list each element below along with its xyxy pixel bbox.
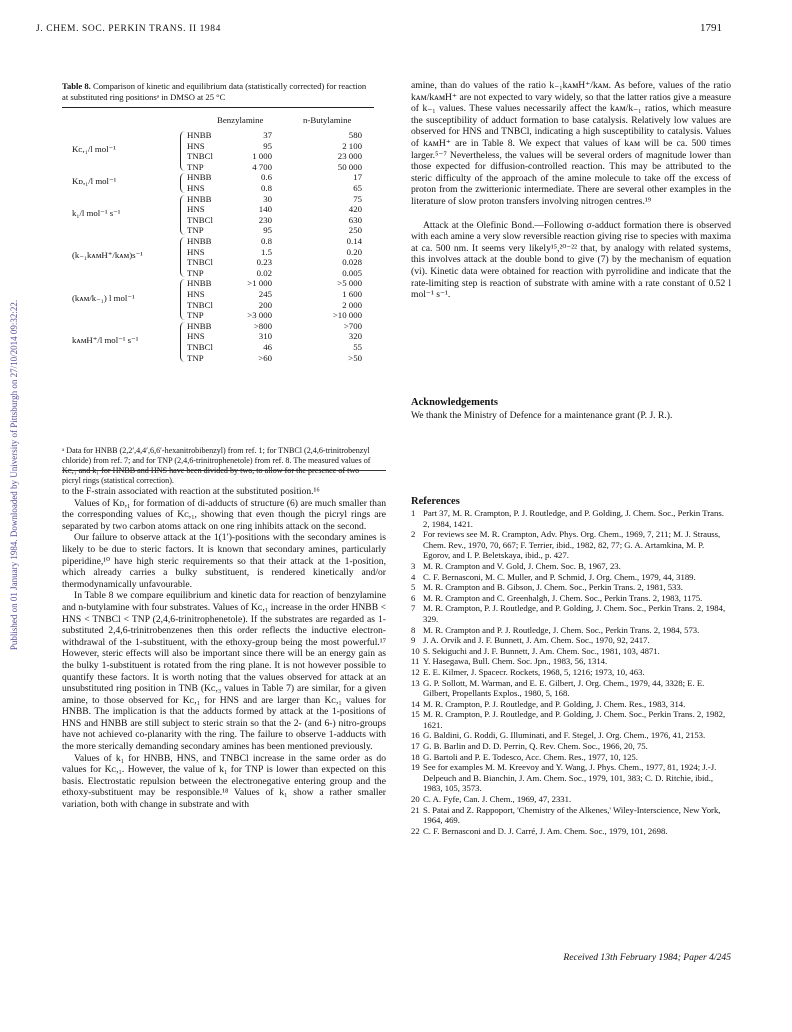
reference-text: M. R. Crampton and P. J. Routledge, J. Chem. Soc., Perkin Trans. 2, 1984, 573. bbox=[423, 624, 700, 635]
reference-text: G. Bartoli and P. E. Todesco, Acc. Chem. Res., 1977, 10, 125. bbox=[423, 751, 638, 762]
received-date: Received 13th February 1984; Paper 4/245 bbox=[563, 952, 731, 963]
right-column-text bbox=[411, 80, 731, 301]
reference-item bbox=[411, 667, 727, 678]
table-cell-value: 310 bbox=[258, 331, 272, 342]
table-cell-value: 245 bbox=[258, 289, 272, 299]
reference-item bbox=[411, 826, 727, 837]
reference-number: 15 bbox=[411, 709, 420, 720]
table-cell-value: 0.8 bbox=[261, 236, 272, 246]
body-paragraph: Our failure to observe attack at the 1(1′)-positions with the secondary amines is likely to be due to steric factors. It is known that secondary amines, particularly piperidine,¹⁰ have high steric requirements so that their attack at the 1-position, which already carries a bulky substituent, is rendered kinetically and/or thermodynamically unfavourable. bbox=[62, 532, 386, 590]
body-paragraph: Values of Kᴅ,₁ for formation of di-adducts of structure (6) are much smaller than the corresponding values of Kᴄ,₁, showing that even though the picryl rings are separated by two carbon atoms attack on one ring inhibits attack on the second. bbox=[62, 497, 386, 532]
references-list bbox=[411, 508, 727, 836]
column-divider-rule bbox=[62, 470, 386, 471]
references-heading: References bbox=[411, 496, 460, 507]
table-cell-value: 0.20 bbox=[346, 246, 362, 257]
table-group-brace bbox=[180, 279, 186, 319]
reference-number: 2 bbox=[411, 529, 416, 540]
table-cell-substrate: HNBB bbox=[187, 320, 212, 331]
table-cell-value: 420 bbox=[348, 204, 362, 215]
reference-number: 1 bbox=[411, 508, 416, 518]
table-cell-value: >3 000 bbox=[247, 310, 272, 321]
reference-number: 5 bbox=[411, 582, 416, 593]
table-group-brace bbox=[180, 237, 186, 277]
reference-number: 20 bbox=[411, 794, 420, 805]
reference-text: C. F. Bernasconi and D. J. Carré, J. Am. Chem. Soc., 1979, 101, 2698. bbox=[423, 825, 668, 836]
table-cell-substrate: HNBB bbox=[187, 130, 212, 140]
table-cell-substrate: HNS bbox=[187, 183, 205, 193]
reference-item bbox=[411, 730, 727, 741]
table-cell-value: 200 bbox=[258, 299, 272, 310]
table-col-butylamine: n-Butylamine bbox=[303, 115, 352, 125]
reference-number: 10 bbox=[411, 645, 420, 656]
table-cell-substrate: TNBCl bbox=[187, 299, 213, 310]
reference-item bbox=[411, 709, 727, 730]
reference-number: 9 bbox=[411, 635, 416, 646]
reference-number: 7 bbox=[411, 603, 416, 614]
reference-item bbox=[411, 762, 727, 794]
reference-text: See for examples M. M. Kreevoy and Y. Wang, J. Phys. Chem., 1977, 81, 1924; J.-J. Delpeuch and B. Bianchin, J. Am. Chem. Soc., 1979, 101, 383; C. D. Ritchie, ibid., 1983, 105, 3573. bbox=[423, 762, 717, 794]
table-cell-substrate: TNBCl bbox=[187, 151, 213, 162]
table-caption-label: Table 8. bbox=[62, 81, 91, 91]
table-cell-value: >50 bbox=[348, 352, 362, 363]
table-group-brace bbox=[180, 131, 186, 171]
table-cell-substrate: TNP bbox=[187, 225, 204, 236]
table-cell-value: 55 bbox=[353, 342, 362, 352]
table-cell-substrate: TNBCl bbox=[187, 342, 213, 352]
reference-text: M. R. Crampton and C. Greenhalgh, J. Chem. Soc., Perkin Trans. 2, 1983, 1175. bbox=[423, 592, 703, 603]
table-cell-value: 95 bbox=[263, 225, 272, 236]
table-cell-substrate: HNBB bbox=[187, 236, 212, 246]
table-cell-value: >60 bbox=[258, 352, 272, 363]
table-col-benzylamine: Benzylamine bbox=[217, 115, 264, 125]
table-cell-substrate: HNBB bbox=[187, 193, 212, 204]
reference-number: 21 bbox=[411, 804, 420, 815]
table-cell-value: 65 bbox=[353, 183, 362, 193]
body-paragraph: amine, than do values of the ratio k₋₁kᴀᴍH⁺/kᴀᴍ. As before, values of the ratio kᴀᴍ/kᴀᴍH⁺ are not expected to vary widely, so that the latter ratios give a measure of k₋₁ values. These values necessarily affect the kᴀᴍ/k₋₁ ratios, which measure the susceptibility of adduct formation to base catalysis. Relatively low values are observed for HNS and TNBCl, indicating a high susceptibility to catalysis. Values of kᴀᴍH⁺ are in Table 8. We expect that values of kᴀᴍ will be ca. 500 times larger.⁵⁻⁷ Nevertheless, the values will be several orders of magnitude lower than those expected for diffusion-controlled reaction. This may be attributed to the steric difficulty of the approach of the amine molecule to take off the excess of proton from the zwitterionic intermediate. There are several other examples in the literature of slow proton transfers involving nitrogen centres.¹⁹ bbox=[411, 80, 731, 207]
page-number: 1791 bbox=[700, 22, 722, 34]
table-cell-value: 75 bbox=[353, 193, 362, 204]
reference-text: G. P. Sollott, M. Warman, and E. E. Gilbert, J. Org. Chem., 1979, 44, 3328; E. E. Gilbert, Propellants Explos., 1980, 5, 168. bbox=[423, 677, 705, 699]
reference-number: 12 bbox=[411, 666, 420, 677]
reference-number: 16 bbox=[411, 730, 420, 741]
table-top-rule bbox=[62, 107, 374, 108]
reference-item bbox=[411, 582, 727, 593]
table-cell-value: 0.02 bbox=[256, 267, 272, 278]
table-group-label: k₁/l mol⁻¹ s⁻¹ bbox=[72, 207, 121, 218]
reference-text: M. R. Crampton and V. Gold, J. Chem. Soc. B, 1967, 23. bbox=[423, 560, 621, 571]
table-cell-value: 50 000 bbox=[337, 161, 362, 172]
table-group-label: (kᴀᴍ/k₋₁) l mol⁻¹ bbox=[72, 292, 135, 303]
body-paragraph: to the F-strain associated with reaction at the substituted position.¹⁶ bbox=[62, 486, 320, 497]
table-cell-value: 2 100 bbox=[342, 140, 362, 151]
reference-text: J. A. Orvik and J. F. Bunnett, J. Am. Chem. Soc., 1970, 92, 2417. bbox=[423, 635, 650, 646]
table-group-label: Kᴅ,₁/l mol⁻¹ bbox=[72, 176, 117, 186]
table-group-label: kᴀᴍH⁺/l mol⁻¹ s⁻¹ bbox=[72, 335, 139, 345]
table-cell-value: 320 bbox=[348, 331, 362, 342]
reference-item bbox=[411, 794, 727, 805]
table-cell-substrate: TNP bbox=[187, 161, 204, 172]
reference-item bbox=[411, 508, 727, 529]
table-cell-value: 140 bbox=[258, 204, 272, 215]
reference-item bbox=[411, 572, 727, 583]
reference-item bbox=[411, 603, 727, 624]
table-cell-value: 46 bbox=[263, 342, 272, 352]
reference-item bbox=[411, 593, 727, 604]
reference-text: M. R. Crampton, P. J. Routledge, and P. Golding, J. Chem. Soc., Perkin Trans. 2, 1984, 329. bbox=[423, 603, 726, 624]
reference-number: 13 bbox=[411, 677, 420, 688]
table-cell-substrate: TNP bbox=[187, 310, 204, 321]
running-header: J. CHEM. SOC. PERKIN TRANS. II 1984 bbox=[36, 24, 221, 34]
table-body bbox=[62, 130, 374, 440]
reference-text: M. R. Crampton, P. J. Routledge, and P. Golding, J. Chem. Res., 1983, 314. bbox=[423, 698, 686, 709]
table-cell-value: 230 bbox=[258, 214, 272, 225]
table-cell-substrate: TNP bbox=[187, 352, 204, 363]
reference-text: E. E. Kilmer, J. Spacecr. Rockets, 1968, 5, 1216; 1973, 10, 463. bbox=[423, 666, 645, 677]
table-cell-value: 1 000 bbox=[252, 151, 272, 162]
reference-number: 14 bbox=[411, 698, 420, 709]
table-caption-text: Comparison of kinetic and equilibrium data (statistically corrected) for reaction at substituted ring positionsᵃ in DMSO at 25 °C bbox=[62, 81, 367, 102]
reference-item bbox=[411, 741, 727, 752]
table-cell-value: 2 000 bbox=[342, 299, 362, 310]
reference-item bbox=[411, 635, 727, 646]
acknowledgements-text: We thank the Ministry of Defence for a maintenance grant (P. J. R.). bbox=[411, 410, 673, 421]
table-cell-substrate: HNS bbox=[187, 331, 205, 342]
reference-text: For reviews see M. R. Crampton, Adv. Phys. Org. Chem., 1969, 7, 211; M. J. Strauss, Chem. Rev., 1970, 70, 667; F. Terrier, ibid., 1982, 82, 77; G. A. Artamkina, M. P. Egorov, and I. P. Beletskaya, ibid., p. 427. bbox=[423, 529, 721, 561]
reference-number: 22 bbox=[411, 825, 420, 836]
table-group-brace bbox=[180, 173, 186, 192]
reference-number: 17 bbox=[411, 741, 420, 752]
table-cell-value: 4 700 bbox=[252, 161, 272, 172]
table-cell-value: 1 600 bbox=[342, 289, 362, 299]
reference-number: 18 bbox=[411, 751, 420, 762]
table-cell-value: 23 000 bbox=[337, 151, 362, 162]
table-cell-value: 0.23 bbox=[256, 257, 272, 268]
table-cell-value: 0.6 bbox=[261, 172, 272, 183]
reference-number: 8 bbox=[411, 624, 416, 635]
table-group-brace bbox=[180, 322, 186, 362]
reference-text: S. Patai and Z. Rappoport, 'Chemistry of the Alkenes,' Wiley-Interscience, New York, 1964, 469. bbox=[423, 804, 721, 826]
table-footnote: ᵃ Data for HNBB (2,2′,4,4′,6,6′-hexanitrobibenzyl) from ref. 1; for TNBCl (2,4,6-trinitrobenzyl chloride) from ref. 7; and for TNP (2,4,6-trinitrophenetole) from ref. 8. The measured values of Kᴄ,₁ and k₁ for HNBB and HNS have been divided by two, to allow for the presence of two picryl rings (statistical correction). bbox=[62, 446, 371, 485]
table-cell-value: 0.8 bbox=[261, 183, 272, 193]
reference-text: G. B. Barlin and D. D. Perrin, Q. Rev. Chem. Soc., 1966, 20, 75. bbox=[423, 741, 648, 752]
reference-item bbox=[411, 805, 727, 826]
table-cell-substrate: HNBB bbox=[187, 172, 212, 183]
table-cell-value: 37 bbox=[263, 130, 272, 140]
reference-item bbox=[411, 656, 727, 667]
table-cell-substrate: HNS bbox=[187, 289, 205, 299]
body-paragraph: Values of k₁ for HNBB, HNS, and TNBCl increase in the same order as do values for Kᴄ,₁. However, the value of k₁ for TNP is lower than expected on this basis. Electrostatic repulsion between the electronegative entering group and the ethoxy-substituent may be responsible.¹⁸ Values of k₁ show a rather smaller variation, both with change in substrate and with bbox=[62, 752, 386, 811]
acknowledgements-heading: Acknowledgements bbox=[411, 397, 498, 408]
reference-number: 19 bbox=[411, 762, 420, 773]
reference-number: 11 bbox=[411, 656, 420, 667]
body-paragraph: Attack at the Olefinic Bond.—Following σ-adduct formation there is observed with each amine a very slow reversible reaction giving rise to species with maxima at ca. 500 nm. It seems very likely¹⁵,²⁰⁻²² that, by analogy with related systems, this involves attack at the double bond to give (7) by the mechanism of equation (vi). Kinetic data were obtained for reaction with pyrrolidine and indicate that the rate-limiting step is reaction of substrate with amine with a rate constant of 0.52 l mol⁻¹ s⁻¹. bbox=[411, 219, 731, 301]
reference-item bbox=[411, 561, 727, 572]
reference-item bbox=[411, 678, 727, 699]
table-cell-substrate: TNP bbox=[187, 267, 204, 278]
reference-item bbox=[411, 699, 727, 710]
reference-text: M. R. Crampton and B. Gibson, J. Chem. Soc., Perkin Trans. 2, 1981, 533. bbox=[423, 582, 683, 593]
table-cell-value: 17 bbox=[353, 172, 362, 183]
table-cell-value: >800 bbox=[253, 320, 272, 331]
table-cell-substrate: TNBCl bbox=[187, 257, 213, 268]
table-cell-value: 0.028 bbox=[342, 257, 362, 268]
side-download-note bbox=[4, 200, 19, 760]
table-cell-substrate: HNS bbox=[187, 140, 205, 151]
table-cell-substrate: TNBCl bbox=[187, 214, 213, 225]
side-note-text: Published on 01 January 1984. Downloaded by University of Pittsburgh on 27/10/2014 09:32:22. bbox=[9, 299, 19, 651]
table-cell-value: 0.005 bbox=[342, 267, 362, 278]
table-cell-value: 1.5 bbox=[261, 246, 272, 257]
reference-text: Y. Hasegawa, Bull. Chem. Soc. Jpn., 1983, 56, 1314. bbox=[423, 656, 608, 667]
table-cell-value: >5 000 bbox=[337, 278, 362, 289]
reference-number: 6 bbox=[411, 592, 416, 603]
reference-text: S. Sekiguchi and J. F. Bunnett, J. Am. Chem. Soc., 1981, 103, 4871. bbox=[423, 645, 660, 656]
table-cell-value: 0.14 bbox=[346, 236, 362, 246]
table-group-brace bbox=[180, 195, 186, 235]
table-cell-value: 30 bbox=[263, 193, 272, 204]
reference-item bbox=[411, 529, 727, 561]
table-cell-substrate: HNS bbox=[187, 246, 205, 257]
table-cell-value: 580 bbox=[348, 130, 362, 140]
reference-number: 4 bbox=[411, 571, 416, 582]
body-paragraph: In Table 8 we compare equilibrium and kinetic data for reaction of benzylamine and n-butylamine with four substrates. Values of Kᴄ,₁ increase in the order HNBB < HNS < TNBCl < TNP (2,4,6-trinitrophenetole). If the substrates are regarded as 1-substituted 2,4,6-trinitrobenzenes then this order reflects the inductive electron-withdrawal of the 1-substituent, with the ethoxy-group being the most powerful.¹⁷ However, steric effects will also be important since there will be an energy gain as the bulky 1-substituent is rotated from the ring plane. It is not however possible to quantify these factors. It is worth noting that the values observed for attack at an unsubstituted ring position in TNB (Kᴄ,₃ values in Table 7) are similar, for a given amine, to those observed for Kᴄ,₁ for HNS and are larger than Kᴄ,₁ values for HNBB. The implication is that the adducts formed by attack at the 1-positions of HNS and HNBB are still subject to steric strain so that the 2- (and 6-) nitro-groups have not achieved co-planarity with the ring. The failure to observe 1-adducts with the more sterically demanding secondary amines has been mentioned previously. bbox=[62, 590, 386, 753]
table-cell-value: >1 000 bbox=[247, 278, 272, 289]
table-cell-substrate: HNS bbox=[187, 204, 205, 215]
table-cell-value: 95 bbox=[263, 140, 272, 151]
reference-item bbox=[411, 625, 727, 636]
reference-item bbox=[411, 752, 727, 763]
reference-item bbox=[411, 646, 727, 657]
reference-number: 3 bbox=[411, 560, 416, 571]
table-cell-substrate: HNBB bbox=[187, 278, 212, 289]
reference-text: Part 37, M. R. Crampton, P. J. Routledge, and P. Golding, J. Chem. Soc., Perkin Trans. 2, 1984, 1421. bbox=[423, 508, 724, 529]
table-group-label: (k₋₁kᴀᴍH⁺/kᴀᴍ)s⁻¹ bbox=[72, 250, 143, 261]
reference-text: C. A. Fyfe, Can. J. Chem., 1969, 47, 2331. bbox=[423, 794, 572, 805]
table-caption bbox=[62, 81, 374, 102]
left-column-text bbox=[62, 486, 386, 811]
reference-text: C. F. Bernasconi, M. C. Muller, and P. Schmid, J. Org. Chem., 1979, 44, 3189. bbox=[423, 571, 696, 582]
reference-text: G. Baldini, G. Roddi, G. Illuminati, and F. Stegel, J. Org. Chem., 1976, 41, 2153. bbox=[423, 730, 706, 741]
table-cell-value: >700 bbox=[343, 320, 362, 331]
reference-text: M. R. Crampton, P. J. Routledge, and P. Golding, J. Chem. Soc., Perkin Trans. 2, 1982, 1621. bbox=[423, 709, 726, 730]
table-cell-value: >10 000 bbox=[332, 310, 362, 321]
table-cell-value: 630 bbox=[348, 214, 362, 225]
table-cell-value: 250 bbox=[348, 225, 362, 236]
table-group-label: Kᴄ,₁/l mol⁻¹ bbox=[72, 144, 116, 155]
